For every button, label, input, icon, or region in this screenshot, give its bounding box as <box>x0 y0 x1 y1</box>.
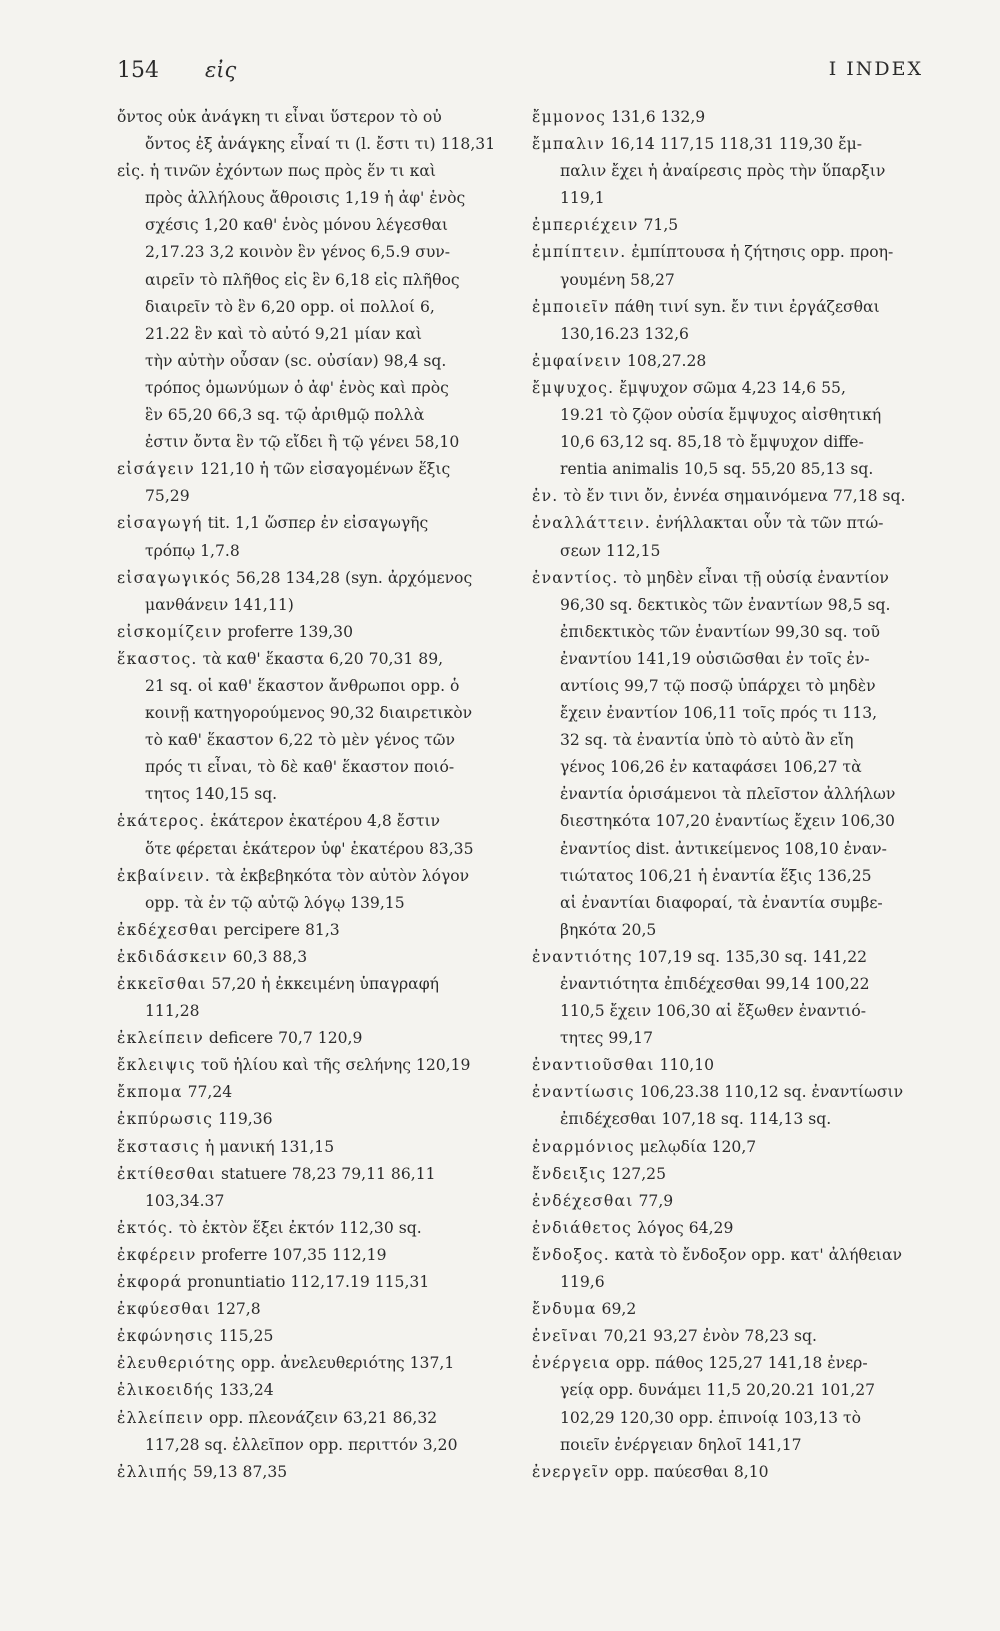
entry-lemma: ἐκλείπειν <box>117 1029 204 1048</box>
entry-text: 119,36 <box>213 1110 273 1129</box>
entry-text: 131,6 132,9 <box>606 108 706 126</box>
entry-lemma: ἐναντιοῦσθαι <box>532 1056 655 1075</box>
entry-text: 127,25 <box>606 1164 666 1183</box>
entry-lemma: ἐκφορά <box>117 1273 183 1292</box>
index-entry <box>117 1269 509 1296</box>
entry-lemma: ἐκβαίνειν. <box>117 866 211 885</box>
index-entry <box>532 1323 928 1350</box>
entry-text: τὸ ἐκτὸν ἕξει ἐκτόν 112,30 sq. <box>174 1218 422 1237</box>
index-entry <box>117 1025 509 1052</box>
index-entry <box>117 510 509 564</box>
entry-lemma: ἔνδυμα <box>532 1300 597 1319</box>
entry-lemma: εἰσκομίζειν <box>117 622 223 641</box>
entry-text: μελῳδία 120,7 <box>634 1137 757 1156</box>
entry-lemma: ἐνδιάθετος <box>532 1218 633 1237</box>
entry-lemma: ἐν. <box>532 487 559 506</box>
entry-text: 57,20 ἡ ἐκκειμένη ὑπαγραφή 111,28 <box>145 975 439 1021</box>
entry-lemma: ἑκάτερος. <box>117 812 206 831</box>
index-entry <box>117 917 509 944</box>
entry-text: τὰ καθ' ἕκαστα 6,20 70,31 89, 21 sq. οἱ καθ' ἕκαστον ἄνθρωποι opp. ὁ κοινῇ κατηγορούμενος 90,32 διαιρετικὸν τὸ καθ' ἕκαστον 6,22 τὸ μὲν γένος τῶν πρός τι εἶναι, τὸ δὲ καθ' ἕκαστον ποιό- τητος 140,15 sq. <box>145 649 473 804</box>
entry-lemma: ἐμπίπτειν. <box>532 243 627 262</box>
entry-text: opp. ἀνελευθεριότης 137,1 <box>236 1354 455 1373</box>
entry-lemma: ἐκδέχεσθαι <box>117 920 219 939</box>
entry-lemma: εἰσαγωγικός <box>117 568 231 587</box>
index-entry <box>532 1052 928 1079</box>
index-entry <box>117 104 509 158</box>
entry-text: 108,27.28 <box>622 351 707 370</box>
index-entry <box>532 104 928 131</box>
index-entry <box>117 1079 509 1106</box>
index-entry <box>532 1459 928 1486</box>
entry-text: τὸ μηδὲν εἶναι τῇ οὐσίᾳ ἐναντίον 96,30 sq. δεκτικὸς τῶν ἐναντίων 98,5 sq. ἐπιδεκτικὸς τῶν ἐναντίων 99,30 sq. τοῦ ἐναντίου 141,19 οὐσιῶσθαι ἐν τοῖς ἐν- αντίοις 99,7 τῷ ποσῷ ὑπάρχει τὸ μηδὲν ἔχειν ἐναντίον 106,11 τοῖς πρός τι 113, 32 sq. τὰ ἐναντία ὑπὸ τὸ αὐτὸ ἂν εἴη γένος 106,26 ἐν καταφάσει 106,27 τὰ ἐναντία ὁρισάμενοι τὰ πλεῖστον ἀλλήλων διεστηκότα 107,20 ἐναντίως ἔχειν 106,30 ἐναντίος dist. ἀντικείμενος 108,10 ἐναν- τιώτατος 106,21 ἡ ἐναντία ἕξις 136,25 αἱ ἐναντίαι διαφοραί, τὰ ἐναντία συμβε- βηκότα 20,5 <box>560 568 896 939</box>
index-entry <box>117 1459 509 1486</box>
index-entry <box>532 1350 928 1458</box>
entry-text: κατὰ τὸ ἔνδοξον opp. κατ' ἀλήθειαν 119,6 <box>560 1245 903 1292</box>
entry-text: 127,8 <box>211 1300 261 1319</box>
entry-text: proferre 139,30 <box>222 622 353 641</box>
index-entry <box>117 619 509 646</box>
entry-lemma: εἰσάγειν <box>117 460 195 479</box>
entry-lemma: ἐμποιεῖν <box>532 297 610 316</box>
entry-text: εἰς. ἡ τινῶν ἐχόντων πως πρὸς ἕν τι καὶ πρὸς ἀλλήλους ἄθροισις 1,19 ἡ ἀφ' ἑνὸς σχέσις 1,20 καθ' ἑνὸς μόνου λέγεσθαι 2,17.23 3,2 κοινὸν ἓν γένος 6,5.9 συν- αιρεῖν τὸ πλῆθος εἰς ἓν 6,18 εἰς πλῆθος διαιρεῖν τὸ ἓν 6,20 opp. οἱ πολλοί 6, 21.22 ἓν καὶ τὸ αὐτό 9,21 μίαν καὶ τὴν αὐτὴν οὖσαν (sc. οὐσίαν) 98,4 sq. τρόπος ὁμωνύμων ὁ ἀφ' ἑνὸς καὶ πρὸς ἓν 65,20 66,3 sq. τῷ ἀριθμῷ πολλὰ ἐστιν ὄντα ἓν τῷ εἴδει ἢ τῷ γένει 58,10 <box>117 162 466 452</box>
entry-lemma: εἰσαγωγή <box>117 514 203 533</box>
entry-lemma: ἔκστασις <box>117 1137 201 1156</box>
index-entry <box>117 1323 509 1350</box>
entry-lemma: ἐκτίθεσθαι <box>117 1164 216 1183</box>
entry-text: deficere 70,7 120,9 <box>203 1029 363 1048</box>
entry-text: 77,24 <box>182 1083 233 1102</box>
index-entry <box>117 971 509 1025</box>
entry-lemma: ἐναντίωσις <box>532 1083 635 1102</box>
index-entry <box>117 1296 509 1323</box>
entry-text: τοῦ ἡλίου καὶ τῆς σελήνης 120,19 <box>195 1056 471 1075</box>
index-entry <box>532 239 928 293</box>
index-entry <box>532 565 928 944</box>
entry-text: 69,2 <box>596 1300 637 1319</box>
index-entry <box>532 510 928 564</box>
entry-lemma: ἐνεῖναι <box>532 1327 599 1346</box>
entry-text: 115,25 <box>213 1327 274 1346</box>
entry-lemma: ἐλευθεριότης <box>117 1354 237 1373</box>
index-entry <box>117 1106 509 1133</box>
entry-text: πάθη τινί syn. ἔν τινι ἐργάζεσθαι 130,16.23 132,6 <box>560 297 880 343</box>
entry-lemma: ἐναντίος. <box>532 568 619 587</box>
entry-text: pronuntiatio 112,17.19 115,31 <box>182 1273 430 1292</box>
running-header <box>117 58 923 88</box>
entry-text: percipere 81,3 <box>218 920 340 939</box>
entry-text: proferre 107,35 112,19 <box>196 1245 387 1264</box>
index-entry <box>117 944 509 971</box>
running-headword: εἰς <box>205 58 237 82</box>
entry-lemma: ἐναλλάττειν. <box>532 514 651 533</box>
right-column <box>532 104 928 1486</box>
entry-text: τὰ ἐκβεβηκότα τὸν αὐτὸν λόγον opp. τὰ ἐν τῷ αὐτῷ λόγῳ 139,15 <box>145 866 470 912</box>
entry-text: opp. παύεσθαι 8,10 <box>609 1462 769 1481</box>
entry-lemma: ἔμμονος <box>532 108 607 126</box>
entry-lemma: ἔνδοξος. <box>532 1245 610 1264</box>
entry-lemma: ἐκφύεσθαι <box>117 1300 212 1319</box>
entry-lemma: ἐκφώνησις <box>117 1327 214 1346</box>
entry-text: τὸ ἔν τινι ὄν, ἐννέα σημαινόμενα 77,18 sq. <box>558 487 906 506</box>
left-column <box>117 104 509 1486</box>
index-entry <box>532 483 928 510</box>
entry-text: opp. πλεονάζειν 63,21 86,32 117,28 sq. ἐλλεῖπον opp. περιττόν 3,20 <box>145 1408 458 1454</box>
index-entry <box>117 1350 509 1377</box>
index-entry <box>532 375 928 483</box>
entry-text: ὄντος οὐκ ἀνάγκη τι εἶναι ὕστερον τὸ οὐ ὄντος ἐξ ἀνάγκης εἶναί τι (l. ἔστι τι) 118,31 <box>117 108 496 154</box>
entry-lemma: ἐμφαίνειν <box>532 351 623 370</box>
index-entry <box>532 1296 928 1323</box>
index-entry <box>532 1188 928 1215</box>
entry-text: 70,21 93,27 ἐνὸν 78,23 sq. <box>598 1327 817 1346</box>
entry-lemma: ἑλικοειδής <box>117 1381 215 1400</box>
entry-text: 59,13 87,35 <box>187 1462 288 1481</box>
index-entry <box>117 863 509 917</box>
index-entry <box>117 158 509 456</box>
index-entry <box>117 646 509 809</box>
entry-text: 56,28 134,28 (syn. ἀρχόμενος μανθάνειν 141,11) <box>145 568 473 614</box>
index-entry <box>532 1134 928 1161</box>
entry-text: λόγος 64,29 <box>632 1218 734 1237</box>
entry-text: tit. 1,1 ὥσπερ ἐν εἰσαγωγῆς τρόπῳ 1,7.8 <box>145 514 429 560</box>
index-entry <box>532 294 928 348</box>
entry-text: ἔμψυχον σῶμα 4,23 14,6 55, 19.21 τὸ ζῷον οὐσία ἔμψυχος αἰσθητική 10,6 63,12 sq. 85,18 τὸ ἔμψυχον diffe- rentia animalis 10,5 sq. 55,20 85,13 sq. <box>560 378 882 479</box>
entry-text: 107,19 sq. 135,30 sq. 141,22 ἐναντιότητα ἐπιδέχεσθαι 99,14 100,22 110,5 ἔχειν 106,30 αἱ ἔξωθεν ἐναντιό- τητες 99,17 <box>560 947 870 1048</box>
entry-text: ἐμπίπτουσα ἡ ζήτησις opp. προη- γουμένη 58,27 <box>560 243 894 289</box>
entry-lemma: ἐκφέρειν <box>117 1245 197 1264</box>
page-number: 154 <box>117 58 159 83</box>
entry-lemma: ἐναρμόνιος <box>532 1137 635 1156</box>
index-entry <box>117 565 509 619</box>
index-entry <box>532 212 928 239</box>
index-entry <box>117 1405 509 1459</box>
index-entry <box>117 808 509 862</box>
entry-lemma: ἐμπεριέχειν <box>532 216 639 235</box>
entry-lemma: ἐνεργεῖν <box>532 1462 610 1481</box>
index-entry <box>532 944 928 1052</box>
entry-lemma: ἐκτός. <box>117 1218 175 1237</box>
entry-text: 77,9 <box>633 1191 674 1210</box>
index-entry <box>532 1161 928 1188</box>
entry-text: 121,10 ἡ τῶν εἰσαγομένων ἕξις 75,29 <box>145 460 451 506</box>
index-entry <box>117 1215 509 1242</box>
index-entry <box>532 131 928 212</box>
entry-lemma: ἔκλειψις <box>117 1056 196 1075</box>
entry-lemma: ἐλλείπειν <box>117 1408 205 1427</box>
index-entry <box>117 1242 509 1269</box>
entry-lemma: ἐνέργεια <box>532 1354 611 1373</box>
entry-lemma: ἐνδέχεσθαι <box>532 1191 634 1210</box>
entry-text: 60,3 88,3 <box>227 947 308 966</box>
entry-text: opp. πάθος 125,27 141,18 ἐνερ- γείᾳ opp. δυνάμει 11,5 20,20.21 101,27 102,29 120,30 opp. ἐπινοίᾳ 103,13 τὸ ποιεῖν ἐνέργειαν δηλοῖ 141,17 <box>560 1354 876 1454</box>
running-title: I INDEX <box>828 58 923 80</box>
index-entry <box>532 1079 928 1133</box>
entry-text: 106,23.38 110,12 sq. ἐναντίωσιν ἐπιδέχεσθαι 107,18 sq. 114,13 sq. <box>560 1083 904 1129</box>
entry-text: ἐνήλλακται οὖν τὰ τῶν πτώ- σεων 112,15 <box>560 514 884 560</box>
entry-lemma: ἔμπαλιν <box>532 135 606 154</box>
index-entry <box>117 456 509 510</box>
index-entry <box>532 1215 928 1242</box>
entry-text: ἡ μανική 131,15 <box>200 1137 335 1156</box>
index-entry <box>117 1052 509 1079</box>
entry-text: 110,10 <box>654 1056 715 1075</box>
index-entry <box>532 348 928 375</box>
entry-lemma: ἐκκεῖσθαι <box>117 975 207 993</box>
entry-lemma: ἐλλιπής <box>117 1462 188 1481</box>
entry-lemma: ἕκαστος. <box>117 649 198 668</box>
index-entry <box>532 1242 928 1296</box>
entry-text: statuere 78,23 79,11 86,11 103,34.37 <box>145 1164 436 1210</box>
entry-text: 133,24 <box>214 1381 274 1400</box>
entry-lemma: ἐναντιότης <box>532 947 633 966</box>
entry-text: 16,14 117,15 118,31 119,30 ἔμ- παλιν ἔχει ἡ ἀναίρεσις πρὸς τὴν ὕπαρξιν 119,1 <box>560 135 886 208</box>
index-entry <box>117 1161 509 1215</box>
entry-lemma: ἔκπομα <box>117 1083 183 1102</box>
entry-lemma: ἔνδειξις <box>532 1164 607 1183</box>
entry-lemma: ἔμψυχος. <box>532 378 615 397</box>
index-entry <box>117 1377 509 1404</box>
entry-text: 71,5 <box>638 216 679 235</box>
entry-text: ἑκάτερον ἑκατέρου 4,8 ἔστιν ὅτε φέρεται ἑκάτερον ὑφ' ἑκατέρου 83,35 <box>145 812 474 858</box>
entry-lemma: ἐκπύρωσις <box>117 1110 214 1129</box>
index-entry <box>117 1134 509 1161</box>
entry-lemma: ἐκδιδάσκειν <box>117 947 228 966</box>
